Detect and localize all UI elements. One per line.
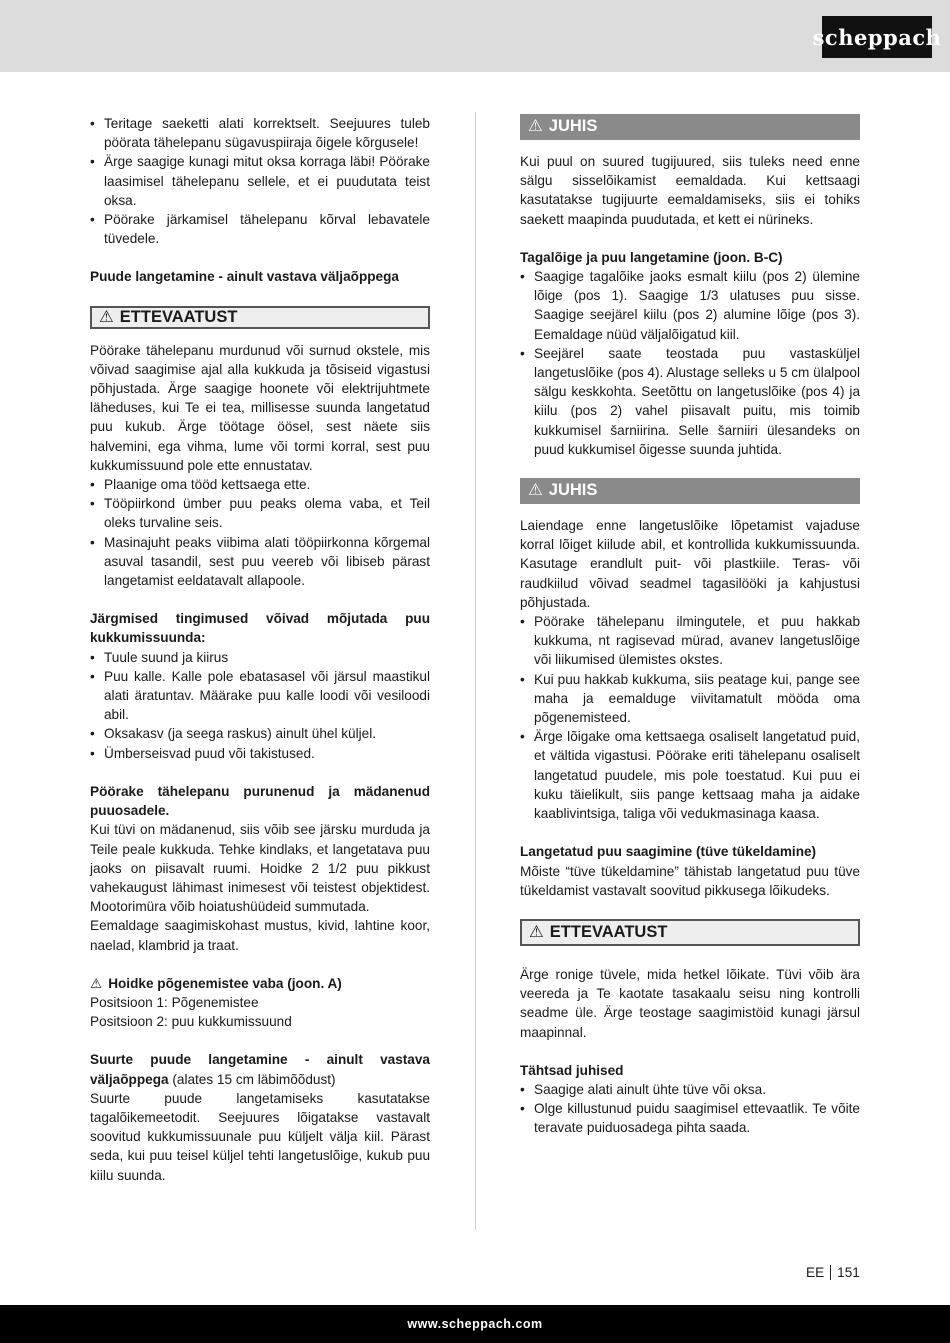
- list-item: • Oksakasv (ja seega raskus) ainult ühel küljel.: [90, 724, 430, 743]
- section-heading: Tähtsad juhised: [520, 1062, 624, 1078]
- list-item: • Ärge saagige kunagi mitut oksa korraga läbi! Pöörake laasimisel tähelepanu sellele, et ei puudutata teist oksa.: [90, 152, 430, 210]
- section-heading: Puude langetamine - ainult vastava väljaõppega: [90, 269, 399, 285]
- warning-icon: ⚠: [90, 975, 103, 991]
- warning-icon: ⚠: [99, 307, 114, 326]
- list-item: • Kui puu hakkab kukkuma, siis peatage kui, pange see maha ja eemalduge viivitamatult mööda oma põgenemisteed.: [520, 670, 860, 728]
- header-bar: [0, 0, 950, 72]
- brand-logo: scheppach: [822, 16, 932, 58]
- list-item: • Tuule suund ja kiirus: [90, 648, 430, 667]
- paragraph: Mõiste “tüve tükeldamine” tähistab langetatud puu tüve tükeldamist vastavalt soovitud pikkusega lõikudeks.: [520, 863, 860, 898]
- position-2: Positsioon 2: puu kukkumissuund: [90, 1014, 292, 1030]
- paragraph: Suurte puude langetamiseks kasutatakse tagalõikemeetodit. Seejuures lõigatakse vastavalt soovitud kukkumissuunale puu küljelt välja kiil. Pärast seda, kui puu teisel küljel tehti langetuslõige, kukub puu kiilu suunda.: [90, 1090, 430, 1183]
- list-item: • Pöörake järkamisel tähelepanu kõrval lebavatele tüvedele.: [90, 210, 430, 248]
- section-heading: Tagalõige ja puu langetamine (joon. B-C): [520, 249, 783, 265]
- note-box: [520, 114, 860, 140]
- section-heading: Suurte puude langetamine - ainult vastava väljaõppega (alates 15 cm läbimõõdust): [90, 1052, 430, 1087]
- list-item: • Saagige tagalõike jaoks esmalt kiilu (pos 2) ülemine lõige (pos 1). Saagige 1/3 ulatuses puu sisse. Saagige seejärel kiilu (pos 2) alumine lõige (pos 3). Eemaldage nüüd väljalõigatud kiil.: [520, 267, 860, 344]
- list-item: • Pöörake tähelepanu ilmingutele, et puu hakkab kukkuma, nt ragisevad mürad, avanev langetuslõige või liikumised ülemistes okstes.: [520, 612, 860, 670]
- list-item: • Teritage saeketti alati korrektselt. Seejuures tuleb pöörata tähelepanu sügavuspiiraja õigele kõrgusele!: [90, 114, 430, 152]
- page-number: [806, 1265, 860, 1280]
- caution-box: [90, 306, 430, 329]
- section-heading: Langetatud puu saagimine (tüve tükeldamine): [520, 844, 817, 860]
- right-column: [520, 114, 860, 1138]
- bullet-list: [90, 475, 430, 590]
- warning-icon: ⚠: [528, 117, 543, 136]
- left-column: [90, 114, 430, 1185]
- list-item: • Saagige alati ainult ühte tüve või oksa.: [520, 1080, 860, 1099]
- list-item: • Tööpiirkond ümber puu peaks olema vaba, et Teil oleks turvaline seis.: [90, 494, 430, 532]
- section-heading: ⚠ Hoidke põgenemistee vaba (joon. A): [90, 974, 430, 993]
- page-num: 151: [837, 1265, 860, 1280]
- warning-icon: ⚠: [529, 922, 544, 941]
- footer-bar: [0, 1305, 950, 1343]
- note-label: JUHIS: [548, 117, 598, 136]
- list-item: • Ümberseisvad puud või takistused.: [90, 744, 430, 763]
- caution-label: ETTEVAATUST: [119, 307, 238, 326]
- bullet-list: [90, 114, 430, 248]
- bullet-list: [520, 1080, 860, 1138]
- list-item: • Puu kalle. Kalle pole ebatasasel või järsul maastikul alati äratuntav. Määrake puu kalle loodi või vesiloodi abil.: [90, 667, 430, 725]
- footer-url: www.scheppach.com: [407, 1317, 543, 1331]
- note-box: [520, 478, 860, 504]
- caution-box: [520, 919, 860, 946]
- caution-label: ETTEVAATUST: [549, 922, 668, 941]
- paragraph: Pöörake tähelepanu murdunud või surnud okstele, mis võivad saagimise ajal alla kukkuda ja tõsiseid vigastusi põhjustada. Ärge saagige hoonete või elektrijuhtmete läheduses, kui Te ei tea, millisesse suunda langetatud puu kukub. Ärge töötage öösel, sest näete siis halvemini, ega vihma, lume või tormi korral, sest puu kukkumissuund pole ette ennustatav.: [90, 342, 430, 473]
- list-item: • Masinajuht peaks viibima alati tööpiirkonna kõrgemal asuval tasandil, sest puu veereb või libiseb pärast langetamist eeldatavalt allapoole.: [90, 533, 430, 591]
- bullet-list: [520, 612, 860, 823]
- note-label: JUHIS: [548, 481, 598, 500]
- paragraph: Kui tüvi on mädanenud, siis võib see järsku murduda ja Teile peale kukkuda. Tehke kindlaks, et langetatava puu jaoks on piisavalt ruumi. Hoidke 2 1/2 puu pikkust vahekaugust lähimast inimesest või teistest objektidest. Mootorimüra võib hoiatushüüdeid summutada.: [90, 822, 430, 915]
- list-item: • Plaanige oma tööd kettsaega ette.: [90, 475, 430, 494]
- paragraph: Ärge ronige tüvele, mida hetkel lõikate. Tüvi võib ära veereda ja Te kaotate tasakaalu seisu ning kontrolli seadme üle. Ärge teostage saagimistöid kunagi järsul maapinnal.: [520, 966, 860, 1040]
- page-lang: EE: [806, 1265, 825, 1280]
- section-heading: Pöörake tähelepanu purunenud ja mädanenud puuosadele.: [90, 783, 430, 819]
- paragraph: Eemaldage saagimiskohast mustus, kivid, lahtine koor, naelad, klambrid ja traat.: [90, 918, 430, 953]
- bullet-list: [520, 267, 860, 459]
- column-divider: [475, 112, 476, 1230]
- list-item: • Seejärel saate teostada puu vastasküljel langetuslõike (pos 4). Alustage selleks u 5 cm ülalpool sälgu keskkohta. Seetõttu on langetuslõike (pos 4) ja kiilu (pos 2) vahel piisavalt puitu, mis toimib kukkumisel šarniirina. Selle šarniiri ülesandeks on puud kukkumisel õigesse suunda juhtida.: [520, 344, 860, 459]
- list-item: • Ärge lõigake oma kettsaega osaliselt langetatud puid, et vältida vigastusi. Pöörake eriti tähelepanu osaliselt langetatud puudele, mis pole toestatud. Kui puu ei kuku täielikult, siis pange kettsaag maha ja aidake kaablivintsiga, taliga või vedukmasinaga kaasa.: [520, 727, 860, 823]
- position-1: Positsioon 1: Põgenemistee: [90, 994, 259, 1010]
- section-heading: Järgmised tingimused võivad mõjutada puu kukkumissuunda:: [90, 611, 430, 646]
- list-item: • Olge killustunud puidu saagimisel ettevaatlik. Te võite teravate puiduosadega pihta saada.: [520, 1099, 860, 1137]
- page-separator: [830, 1265, 831, 1280]
- paragraph: Kui puul on suured tugijuured, siis tuleks need enne sälgu sisselõikamist eemaldada. Kui kettsaagi kasutatakse tugijuurte eemaldamiseks, siis ei tohiks saekett maapinda puudutada, et kett ei nürineks.: [520, 154, 860, 227]
- paragraph: Laiendage enne langetuslõike lõpetamist vajaduse korral lõiget kiilude abil, et kontrollida kukkumissuunda. Kasutage erandlult puit- või plastkiile. Teras- või raudkiilud võivad seadmel tagasilööki ja kahjustusi põhjustada.: [520, 518, 860, 610]
- warning-icon: ⚠: [528, 481, 543, 500]
- bullet-list: [90, 648, 430, 763]
